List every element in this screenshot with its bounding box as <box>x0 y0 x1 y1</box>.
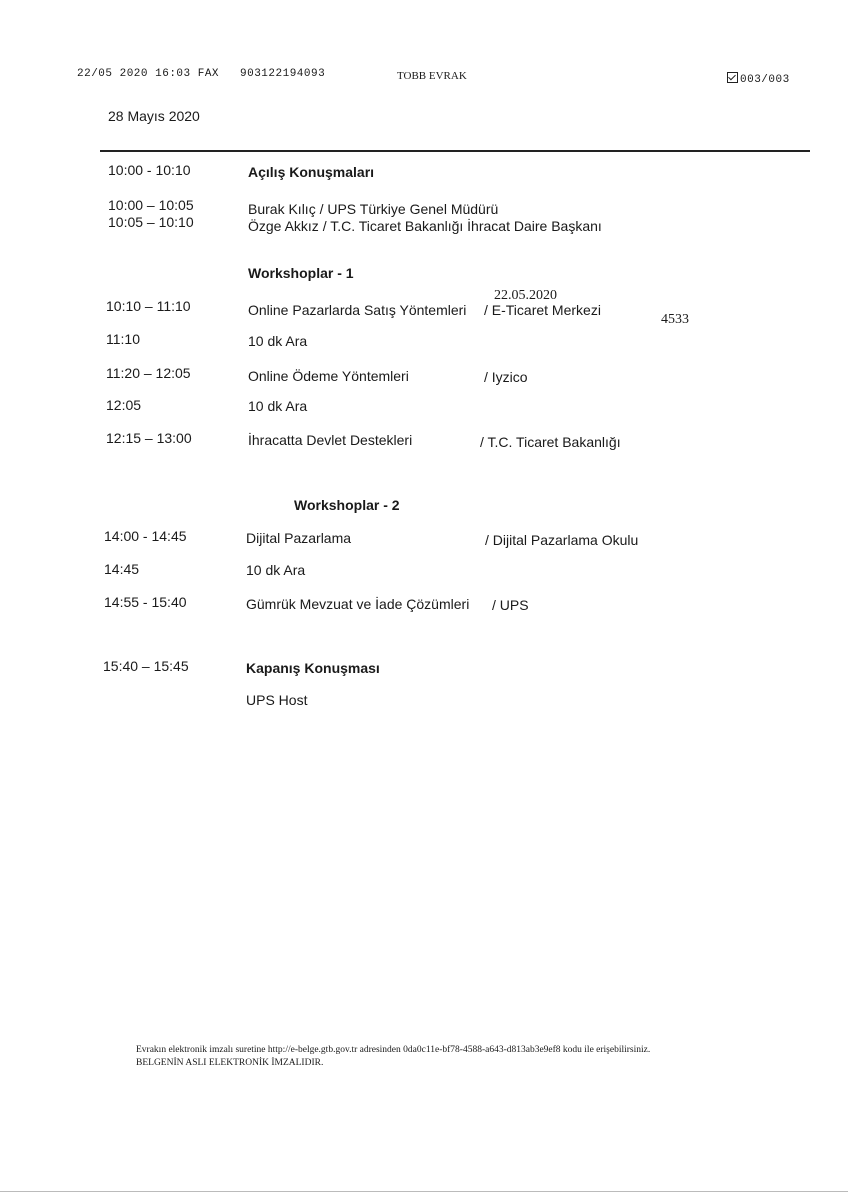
row-title: 10 dk Ara <box>248 398 308 414</box>
row-time: 14:55 - 15:40 <box>104 594 187 610</box>
closing-time: 15:40 – 15:45 <box>103 658 189 674</box>
page-bottom-edge <box>0 1191 848 1192</box>
row-title: 10 dk Ara <box>248 333 308 349</box>
workshop2-heading: Workshoplar - 2 <box>294 497 400 513</box>
row-time: 11:20 – 12:05 <box>106 365 191 381</box>
row-org: / Dijital Pazarlama Okulu <box>485 532 639 548</box>
row-title: Gümrük Mevzuat ve İade Çözümleri <box>246 596 470 612</box>
footer-verification-note: Evrakın elektronik imzalı suretine http://e-belge.gtb.gov.tr adresinden 0da0c11e-bf78-4588-a643-d813ab3e9ef8 kodu ile erişebilirsiniz. <box>136 1045 651 1055</box>
speaker-time: 10:05 – 10:10 <box>108 214 194 230</box>
row-time: 12:05 <box>106 397 142 413</box>
row-title: Dijital Pazarlama <box>246 530 352 546</box>
closing-host: UPS Host <box>246 692 308 708</box>
closing-title: Kapanış Konuşması <box>246 660 380 676</box>
workshop1-heading: Workshoplar - 1 <box>248 265 354 281</box>
row-title: Online Ödeme Yöntemleri <box>248 368 409 384</box>
stamp-date: 22.05.2020 <box>494 288 557 303</box>
checkbox-icon <box>727 72 738 83</box>
speaker-text: Özge Akkız / T.C. Ticaret Bakanlığı İhracat Daire Başkanı <box>248 218 602 234</box>
row-title: İhracatta Devlet Destekleri <box>248 432 413 448</box>
row-title: Online Pazarlarda Satış Yöntemleri <box>248 302 467 318</box>
row-org: / UPS <box>492 597 529 613</box>
header-divider <box>100 150 810 152</box>
row-title: 10 dk Ara <box>246 562 306 578</box>
fax-sender: TOBB EVRAK <box>397 70 467 82</box>
footer-signature-note: BELGENİN ASLI ELEKTRONİK İMZALIDIR. <box>136 1058 324 1068</box>
document-date: 28 Mayıs 2020 <box>108 108 200 124</box>
row-time: 12:15 – 13:00 <box>106 430 192 446</box>
row-time: 14:45 <box>104 561 140 577</box>
stamp-number: 4533 <box>661 312 689 327</box>
fax-number: 903122194093 <box>240 68 326 80</box>
fax-page <box>727 72 790 86</box>
row-time: 14:00 - 14:45 <box>104 528 187 544</box>
row-time: 10:10 – 11:10 <box>106 298 191 314</box>
row-org: / Iyzico <box>484 369 528 385</box>
row-org: / T.C. Ticaret Bakanlığı <box>480 434 621 450</box>
speaker-text: Burak Kılıç / UPS Türkiye Genel Müdürü <box>248 201 499 217</box>
opening-title: Açılış Konuşmaları <box>248 164 375 180</box>
fax-datetime: 22/05 2020 16:03 FAX <box>77 68 220 80</box>
opening-time: 10:00 - 10:10 <box>108 162 191 178</box>
row-org: / E-Ticaret Merkezi <box>484 302 601 318</box>
fax-page-number: 003/003 <box>740 74 790 86</box>
speaker-time: 10:00 – 10:05 <box>108 197 194 213</box>
row-time: 11:10 <box>106 331 140 347</box>
